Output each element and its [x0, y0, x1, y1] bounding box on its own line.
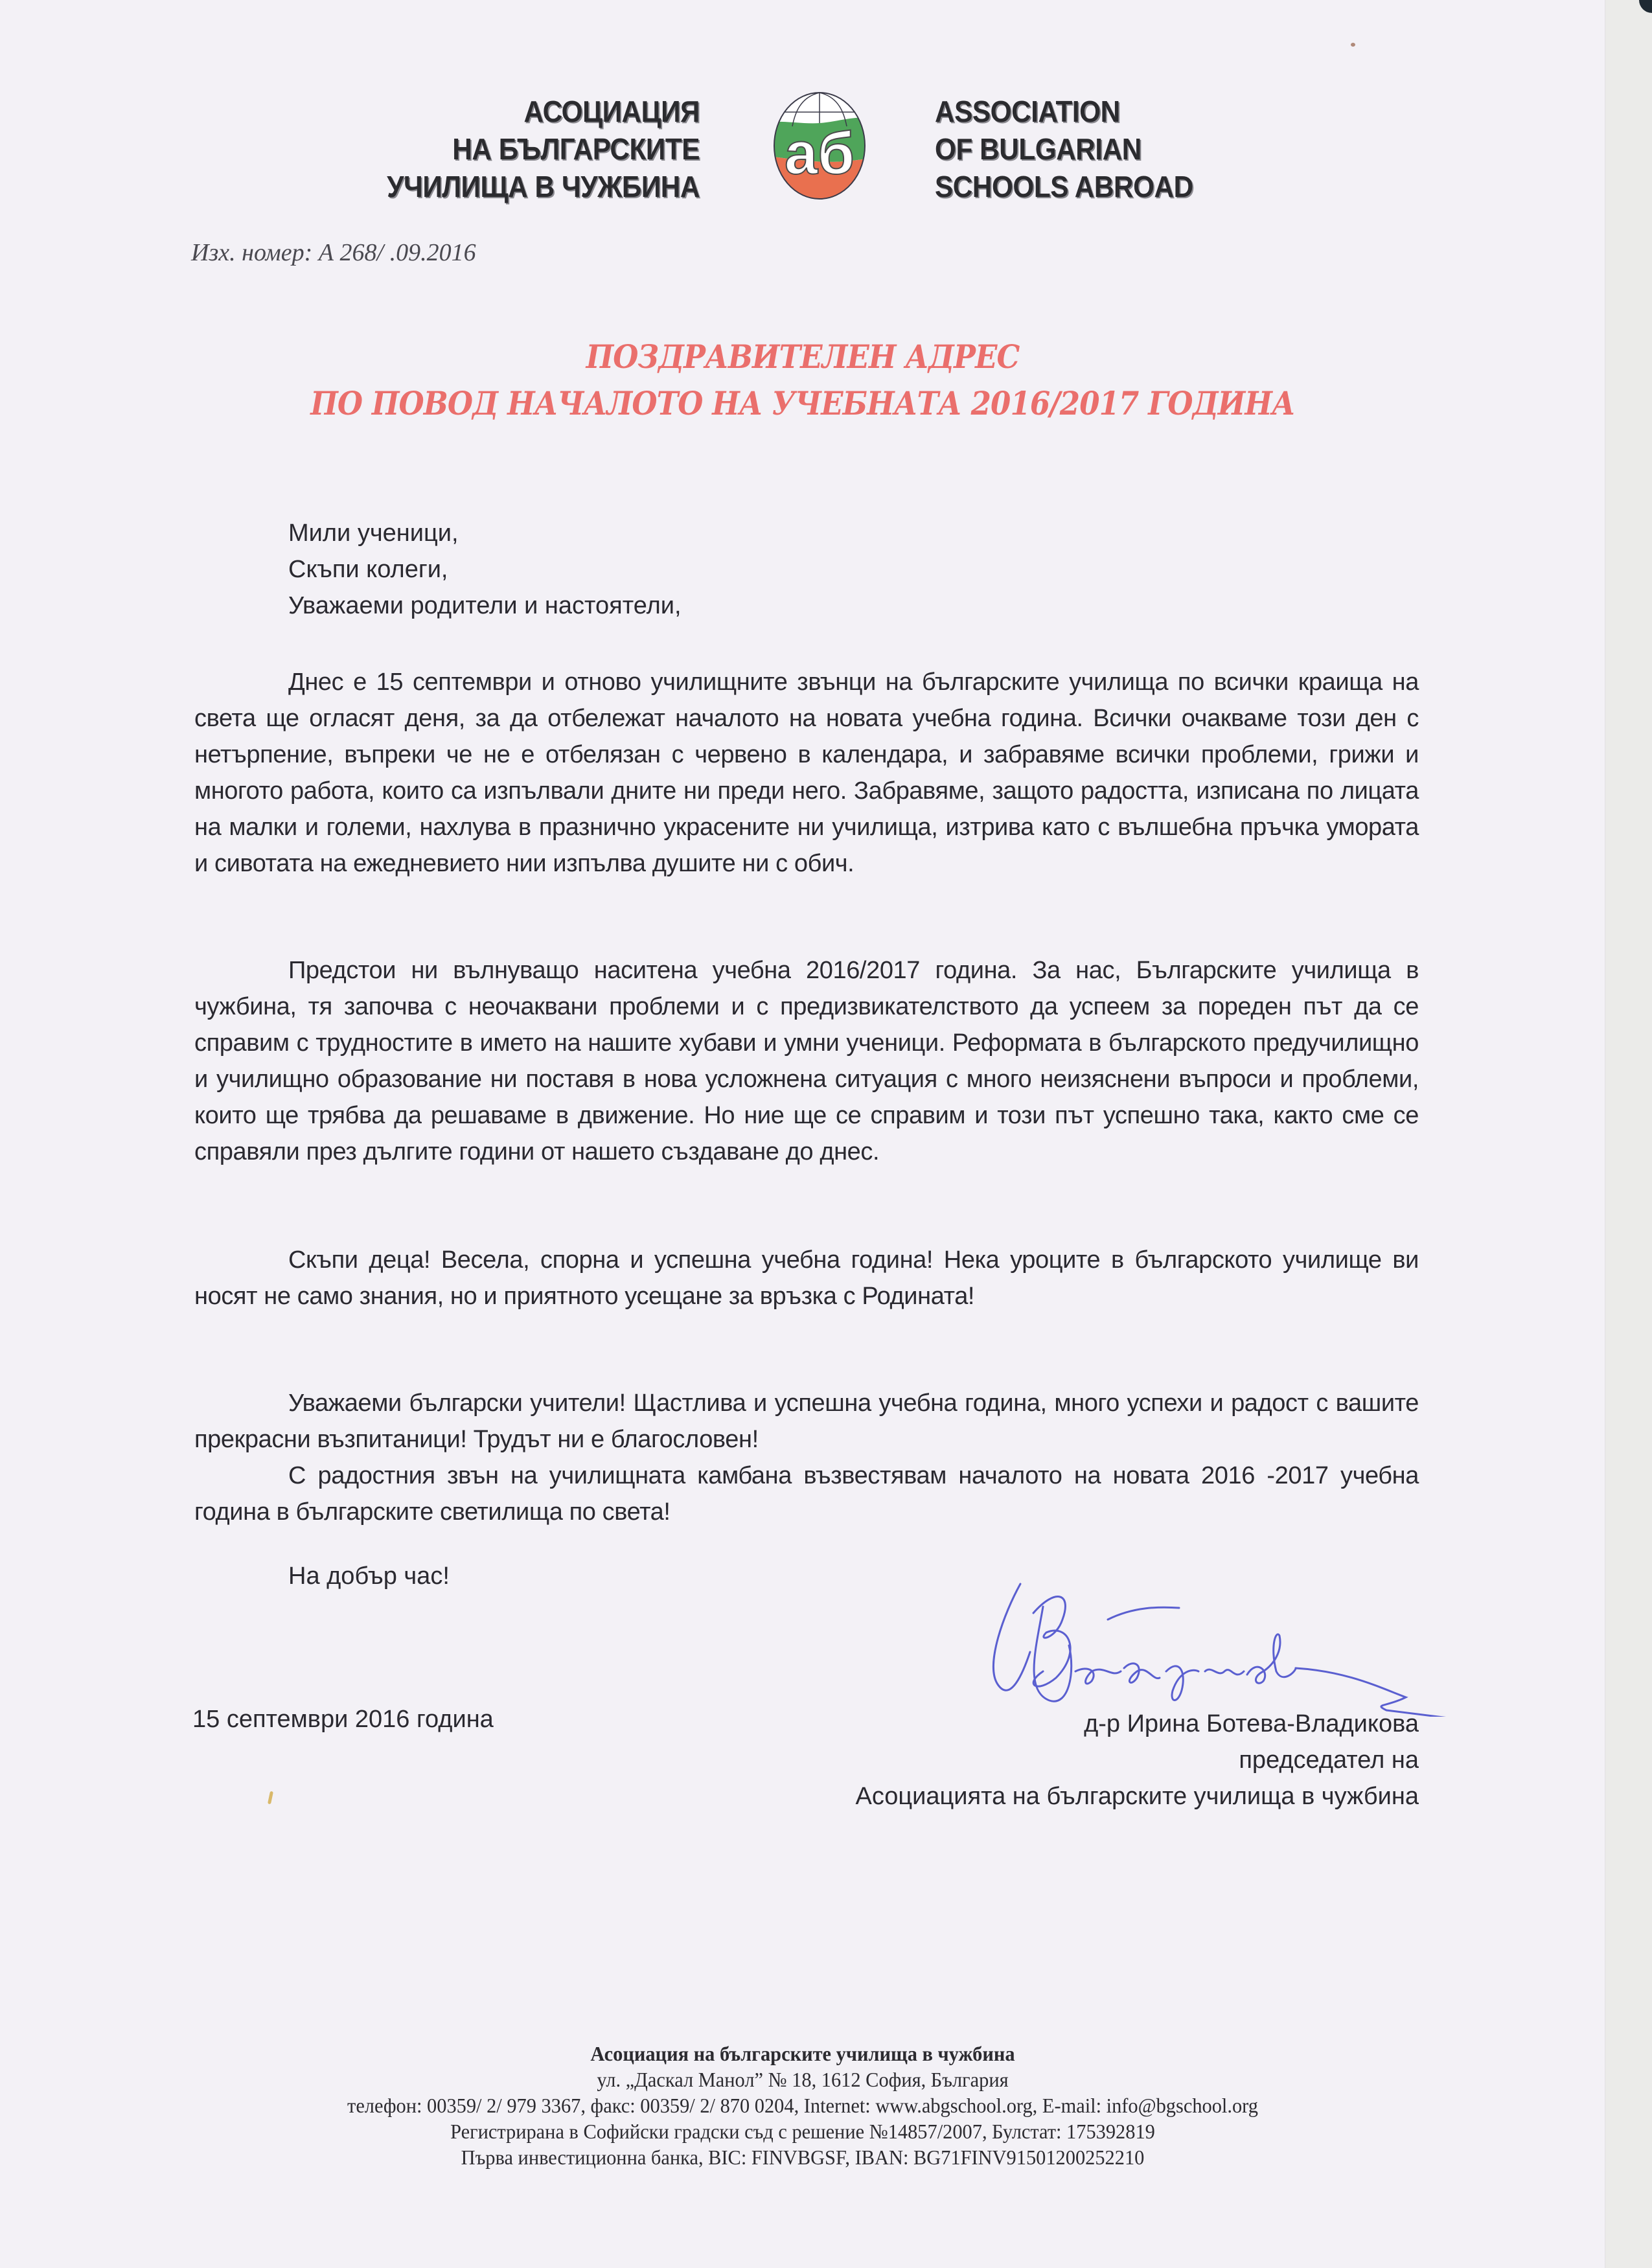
signatory-organization: Асоциацията на българските училища в чужбина	[855, 1783, 1419, 1810]
globe-logo-icon	[755, 91, 884, 201]
footer-org: Асоциация на българските училища в чужбина	[590, 2042, 1015, 2065]
footer-registration: Регистрирана в Софийски градски съд с решение №14857/2007, Булстат: 175392819	[450, 2120, 1155, 2143]
letterhead-bulgarian-name	[306, 93, 700, 205]
title-line-1: ПОЗДРАВИТЕЛЕН АДРЕС	[586, 338, 1020, 376]
greeting-line: Мили ученици,	[288, 520, 459, 547]
signature-icon	[959, 1574, 1542, 1717]
paragraph-4: Уважаеми български учители! Щастлива и успешна учебна година, много успехи и радост с вашите прекрасни възпитаници! Трудът ни е благословен!	[194, 1390, 1419, 1453]
greeting-line: Скъпи колеги,	[288, 556, 448, 583]
letterhead-bg-line: УЧИЛИЩА В ЧУЖБИНА	[387, 170, 700, 203]
paragraph-3: Скъпи деца! Весела, спорна и успешна учебна година! Нека уроците в българското училище ви носят не само знания, но и приятното усещане за връзка с Родината!	[194, 1246, 1419, 1310]
scan-speck	[268, 1791, 273, 1805]
letterhead-en-line: OF BULGARIAN	[935, 132, 1141, 166]
letterhead-bg-line: НА БЪЛГАРСКИТЕ	[452, 132, 700, 166]
letterhead-bg-line: АСОЦИАЦИЯ	[523, 95, 700, 128]
scan-speck	[1351, 43, 1355, 47]
greeting-line: Уважаеми родители и настоятели,	[288, 592, 682, 619]
logo-text: аб	[785, 120, 855, 187]
signatory-block	[856, 1706, 1419, 1815]
footer-bank: Първа инвестиционна банка, BIC: FINVBGSF, IBAN: BG71FINV91501200252210	[461, 2146, 1145, 2169]
footer-contacts: телефон: 00359/ 2/ 979 3367, факс: 00359/ 2/ 870 0204, Internet: www.abgschool.org, E-mail: info@bgschool.org	[347, 2094, 1258, 2117]
letterhead-english-name	[935, 93, 1316, 205]
scanner-border	[1605, 0, 1652, 2268]
title-line-2: ПО ПОВОД НАЧАЛОТО НА УЧЕБНАТА 2016/2017 ГОДИНА	[310, 384, 1295, 422]
reference-number: Изх. номер: А 268/ .09.2016	[191, 239, 476, 266]
paragraph-1: Днес е 15 септември и отново училищните звънци на българските училища по всички краища на света ще огласят деня, за да отбележат началото на новата учебна година. Всички очакваме този ден с нетърпение, въпреки че не е отбелязан с червено в календара, и забравяме всички проблеми, грижи и многото работа, които са изпълвали дните ни преди него. Забравяме, защото радостта, изписана по лицата на малки и големи, нахлува в празнично украсените ни училища, изтрива като с вълшебна пръчка умората и сивотата на ежедневието нии изпълва душите ни с обич.	[194, 669, 1419, 877]
footer-address: ул. „Даскал Манол” № 18, 1612 София, България	[597, 2068, 1009, 2091]
letter-date: 15 септември 2016 година	[192, 1706, 494, 1733]
signatory-position: председател на	[1239, 1747, 1419, 1774]
closing-line: На добър час!	[288, 1563, 450, 1590]
paragraph-5: С радостния звън на училищната камбана възвестявам началото на новата 2016 -2017 учебна година в българските светилища по света!	[194, 1462, 1419, 1526]
greeting	[288, 515, 1513, 624]
paragraph-2: Предстои ни вълнуващо наситена учебна 2016/2017 година. За нас, Българските училища в чужбина, тя започва с неочаквани проблеми и с предизвикателството да успеем за пореден път да се справим с трудностите в името на нашите хубави и умни ученици. Реформата в българското предучилищно и училищно образование ни поставя в нова усложнена ситуация с много неизяснени въпроси и проблеми, които ще трябва да решаваме в движение. Но ние ще се справим и този път успешно така, както сме се справяли през дългите години от нашето създаване до днес.	[194, 957, 1419, 1165]
footer	[0, 2041, 1605, 2170]
signatory-name: д-р Ирина Ботева-Владикова	[1084, 1710, 1419, 1737]
letterhead-en-line: SCHOOLS ABROAD	[935, 170, 1193, 203]
document-title	[80, 334, 1525, 427]
letterhead-en-line: ASSOCIATION	[935, 95, 1120, 128]
